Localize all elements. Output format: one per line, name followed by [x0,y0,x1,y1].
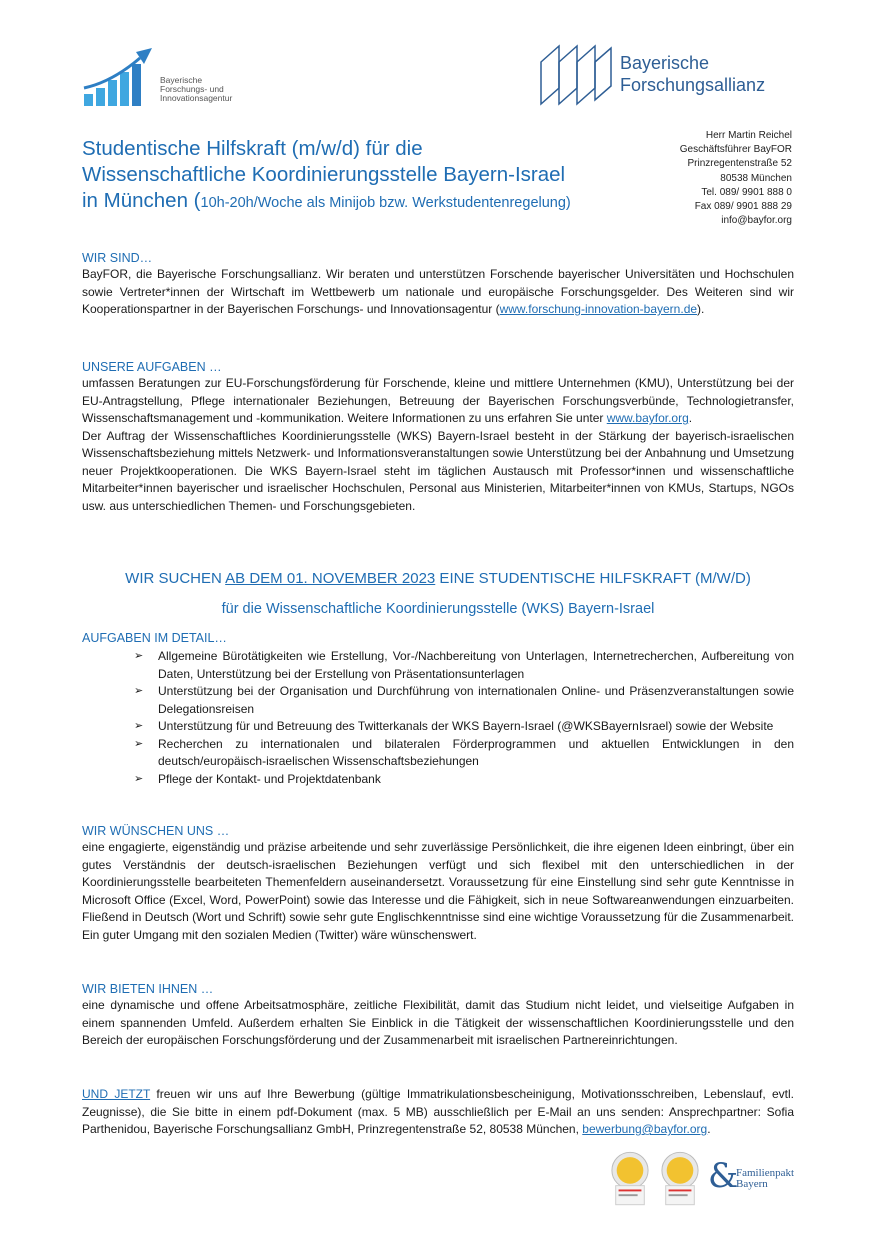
job-title: Studentische Hilfskraft (m/w/d) für die Wissenschaftliche Koordinierungsstelle Bayern-Israel in München (10h-20h/Woche als Minijob bzw. Werkstudentenregelung) [82,137,571,212]
footer-badges [608,1150,808,1210]
section-heading: AUFGABEN IM DETAIL… [82,631,227,645]
section-heading: UNSERE AUFGABEN … [82,360,222,374]
section-heading: WIR BIETEN IHNEN … [82,982,214,996]
familienpakt-logo-text: Familienpakt Bayern [736,1167,795,1190]
application-email-link[interactable]: bewerbung@bayfor.org [582,1122,708,1136]
contact-role: Geschäftsführer BayFOR [679,144,792,156]
section-text: eine engagierte, eigenständig und präzise arbeitende und sehr zuverlässige Persönlichkeit, die ihre eigenen Ideen einbringt, über ein gutes Verständnis der deutsch-israelischen Beziehungen verfügt und sich flexibel mit den unterschiedlichen in der Koordinierungsstelle bearbeiteten Themenfeldern auseinandersetzt. Voraussetzung für eine Einstellung sind sehr gute Kenntnisse in Microsoft Office (Excel, Word, PowerPoint) sowie das Interesse und die Fähigkeit, sich in neue Softwareanwendungen einzuarbeiten. Fließend in Deutsch (Wort und Schrift) sowie sehr gute Englischkenntnisse sind eine wichtige Voraussetzung für die Zusammenarbeit. Ein guter Umgang mit den sozialen Medien (Twitter) wäre wünschenswert. [82,840,794,942]
vacancy-headline: WIR SUCHEN AB DEM 01. NOVEMBER 2023 EINE STUDENTISCHE HILFSKRAFT (M/W/D) [125,570,751,587]
section-heading: WIR SIND… [82,251,153,265]
section-wir-sind [82,250,794,319]
list-item: ➢ Unterstützung für und Betreuung des Twitterkanals der WKS Bayern-Israel (@WKSBayernIsrael) sowie der Website [158,718,794,736]
bayfor-agentur-logo [82,42,252,110]
arrow-bullet-icon: ➢ [134,720,144,732]
section-text: UND JETZT freuen wir uns auf Ihre Bewerbung (gültige Immatrikulationsbescheinigung, Motivationsschreiben, Lebenslauf, evtl. Zeugnisse), die Sie bitte in einem pdf-Dokument (max. 5 MB) ausschließlich per E-Mail an uns senden: Ansprechpartner: Sofia Parthenidou, Bayerische Forschungsallianz GmbH, Prinzregentenstraße 52, 80538 München, bewerbung@bayfor.org. [82,1087,794,1136]
contact-city: 80538 München [720,172,792,184]
section-aufgaben-detail [82,630,794,788]
contact-email[interactable]: info@bayfor.org [721,215,792,227]
vacancy-subheadline: für die Wissenschaftliche Koordinierungsstelle (WKS) Bayern-Israel [221,601,655,617]
bayfor-logo-text: Bayerische Forschungsallianz [620,53,766,95]
section-heading: WIR WÜNSCHEN UNS … [82,824,230,838]
section-und-jetzt [82,1086,794,1139]
section-text: eine dynamische und offene Arbeitsatmosphäre, zeitliche Flexibilität, damit das Studium nicht leidet, und vielseitige Aufgaben in einem spannenden Umfeld. Außerdem erhalten Sie Einblick in die Tätigkeit der wissenschaftlichen Koordinierungsstelle und den Bereich der europäischen Forschungsförderung und der Zusammenarbeit mit israelischen Partnereinrichtungen. [82,998,794,1047]
rising-bars-logo-icon [82,42,160,108]
arrow-bullet-icon: ➢ [134,685,144,697]
bayfor-logo [537,42,797,110]
task-list [82,648,794,788]
parallelogram-logo-icon [537,42,617,108]
section-unsere-aufgaben [82,359,794,515]
list-item: ➢ Allgemeine Bürotätigkeiten wie Erstellung, Vor-/Nachbereitung von Unterlagen, Internetrecherchen, Aufbereitung von Daten, Unterstützung bei der Erstellung von Präsentationsunterlagen [134,649,794,681]
list-item: ➢ Pflege der Kontakt- und Projektdatenbank [158,771,794,789]
arrow-bullet-icon: ➢ [134,650,144,662]
section-wir-wuenschen [82,823,794,944]
arrow-bullet-icon: ➢ [134,737,144,750]
list-item: ➢ Unterstützung bei der Organisation und Durchführung von internationalen Online- und Präsenzveranstaltungen sowie Delegationsreisen [134,684,794,716]
contact-name: Herr Martin Reichel [705,130,792,141]
top-service-badge-icon [660,1150,700,1208]
contact-fax: Fax 089/ 9901 888 29 [694,201,792,213]
contact-block [680,129,792,228]
section-text: umfassen Beratungen zur EU-Forschungsförderung für Forschende, kleine und mittlere Unternehmen (KMU), Unterstützung bei der EU-Antragstellung, Pflege internationaler Beziehungen, Betreuung der Bayerischen Forschungsverbünde, Technologietransfer, Wissenschaftsmanagement und -kommunikation. Weitere Informationen zu uns erfahren Sie unter www.bayfor.org. [82,376,794,425]
contact-phone: Tel. 089/ 9901 888 0 [701,186,792,198]
contact-street: Prinzregentenstraße 52 [687,158,792,170]
section-text: BayFOR, die Bayerische Forschungsallianz. Wir beraten und unterstützen Forschende bayerischer Universitäten und Hochschulen sowie Vertreter*innen der Wirtschaft im Wettbewerb um nationale und europäische Forschungsgelder. Des Weiteren sind wir Kooperationspartner in der Bayerischen Forschungs- und Innovationsagentur (www.forschung-innovation-bayern.de). [82,267,794,316]
section-text-wks: Der Auftrag der Wissenschaftliches Koordinierungsstelle (WKS) Bayern-Israel besteht in der Stärkung der bayerisch-israelischen Wissenschaftsbeziehung mittels Netzwerk- und Informationsveranstaltungen sowie Unterstützung bei der Anbahnung und Umsetzung neuer Projektkooperationen. Die WKS Bayern-Israel steht im täglichen Austausch mit Professor*innen und wissenschaftliche Mitarbeiter*innen bayerischer und israelischer Hochschulen, Personal aus Ministerien, Mitarbeiter*innen von KMUs, Startups, NGOs usw. aus unterschiedlichen Themen- und Forschungsgebieten. [82,428,794,513]
employer-award-badge-icon [610,1150,650,1208]
list-item: ➢ Recherchen zu internationalen und bilateralen Förderprogrammen und aktuellen Entwicklungen in den deutsch/europäisch-israelischen Wissenschaftsbeziehungen [134,736,794,768]
bayfor-link[interactable]: www.bayfor.org [606,411,689,425]
forschung-innovation-link[interactable]: www.forschung-innovation-bayern.de [499,302,698,316]
section-wir-bieten [82,981,794,1050]
ampersand-logo-icon: & [708,1156,739,1196]
arrow-bullet-icon: ➢ [134,772,144,785]
agentur-logo-text: Bayerische Forschungs- und Innovationsagentur [160,75,233,103]
